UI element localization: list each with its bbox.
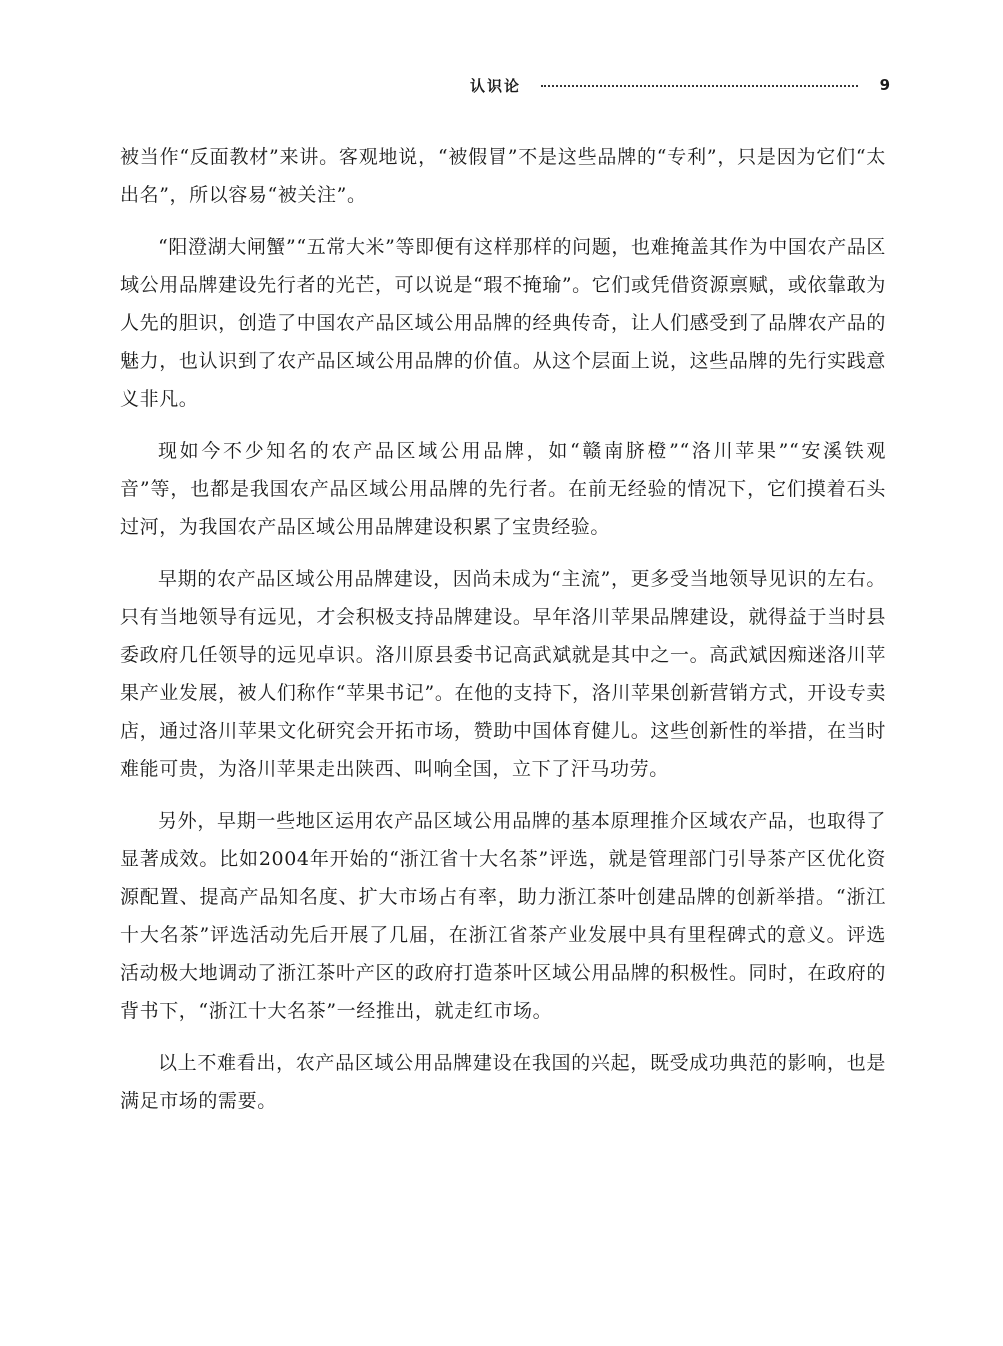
paragraph: 早期的农产品区域公用品牌建设，因尚未成为“主流”，更多受当地领导见识的左右。只有当地领导有远见，才会积极支持品牌建设。早年洛川苹果品牌建设，就得益于当时县委政府几任领导的远见卓识。洛川原县委书记高武斌就是其中之一。高武斌因痴迷洛川苹果产业发展，被人们称作“苹果书记”。在他的支持下，洛川苹果创新营销方式，开设专卖店，通过洛川苹果文化研究会开拓市场，赞助中国体育健儿。这些创新性的举措，在当时难能可贵，为洛川苹果走出陕西、叫响全国，立下了汗马功劳。 bbox=[120, 568, 886, 780]
paragraph: 另外，早期一些地区运用农产品区域公用品牌的基本原理推介区域农产品，也取得了显著成效。比如2004年开始的“浙江省十大名茶”评选，就是管理部门引导茶产区优化资源配置、提高产品知名度、扩大市场占有率，助力浙江茶叶创建品牌的创新举措。“浙江十大名茶”评选活动先后开展了几届，在浙江省茶产业发展中具有里程碑式的意义。评选活动极大地调动了浙江茶叶产区的政府打造茶叶区域公用品牌的积极性。同时，在政府的背书下，“浙江十大名茶”一经推出，就走红市场。 bbox=[120, 810, 886, 1022]
chapter-title: 认识论 bbox=[470, 76, 522, 95]
paragraph: 以上不难看出，农产品区域公用品牌建设在我国的兴起，既受成功典范的影响，也是满足市场的需要。 bbox=[120, 1052, 886, 1112]
body-text bbox=[120, 138, 886, 1134]
page-number: 9 bbox=[879, 76, 890, 94]
running-head bbox=[470, 70, 890, 100]
paragraph-continued: 被当作“反面教材”来讲。客观地说，“被假冒”不是这些品牌的“专利”，只是因为它们“太出名”，所以容易“被关注”。 bbox=[120, 146, 886, 206]
paragraph: 现如今不少知名的农产品区域公用品牌，如“赣南脐橙”“洛川苹果”“安溪铁观音”等，也都是我国农产品区域公用品牌的先行者。在前无经验的情况下，它们摸着石头过河，为我国农产品区域公用品牌建设积累了宝贵经验。 bbox=[120, 440, 886, 538]
dot-leader bbox=[541, 85, 858, 87]
paragraph: “阳澄湖大闸蟹”“五常大米”等即便有这样那样的问题，也难掩盖其作为中国农产品区域公用品牌建设先行者的光芒，可以说是“瑕不掩瑜”。它们或凭借资源禀赋，或依靠敢为人先的胆识，创造了中国农产品区域公用品牌的经典传奇，让人们感受到了品牌农产品的魅力，也认识到了农产品区域公用品牌的价值。从这个层面上说，这些品牌的先行实践意义非凡。 bbox=[120, 236, 886, 410]
